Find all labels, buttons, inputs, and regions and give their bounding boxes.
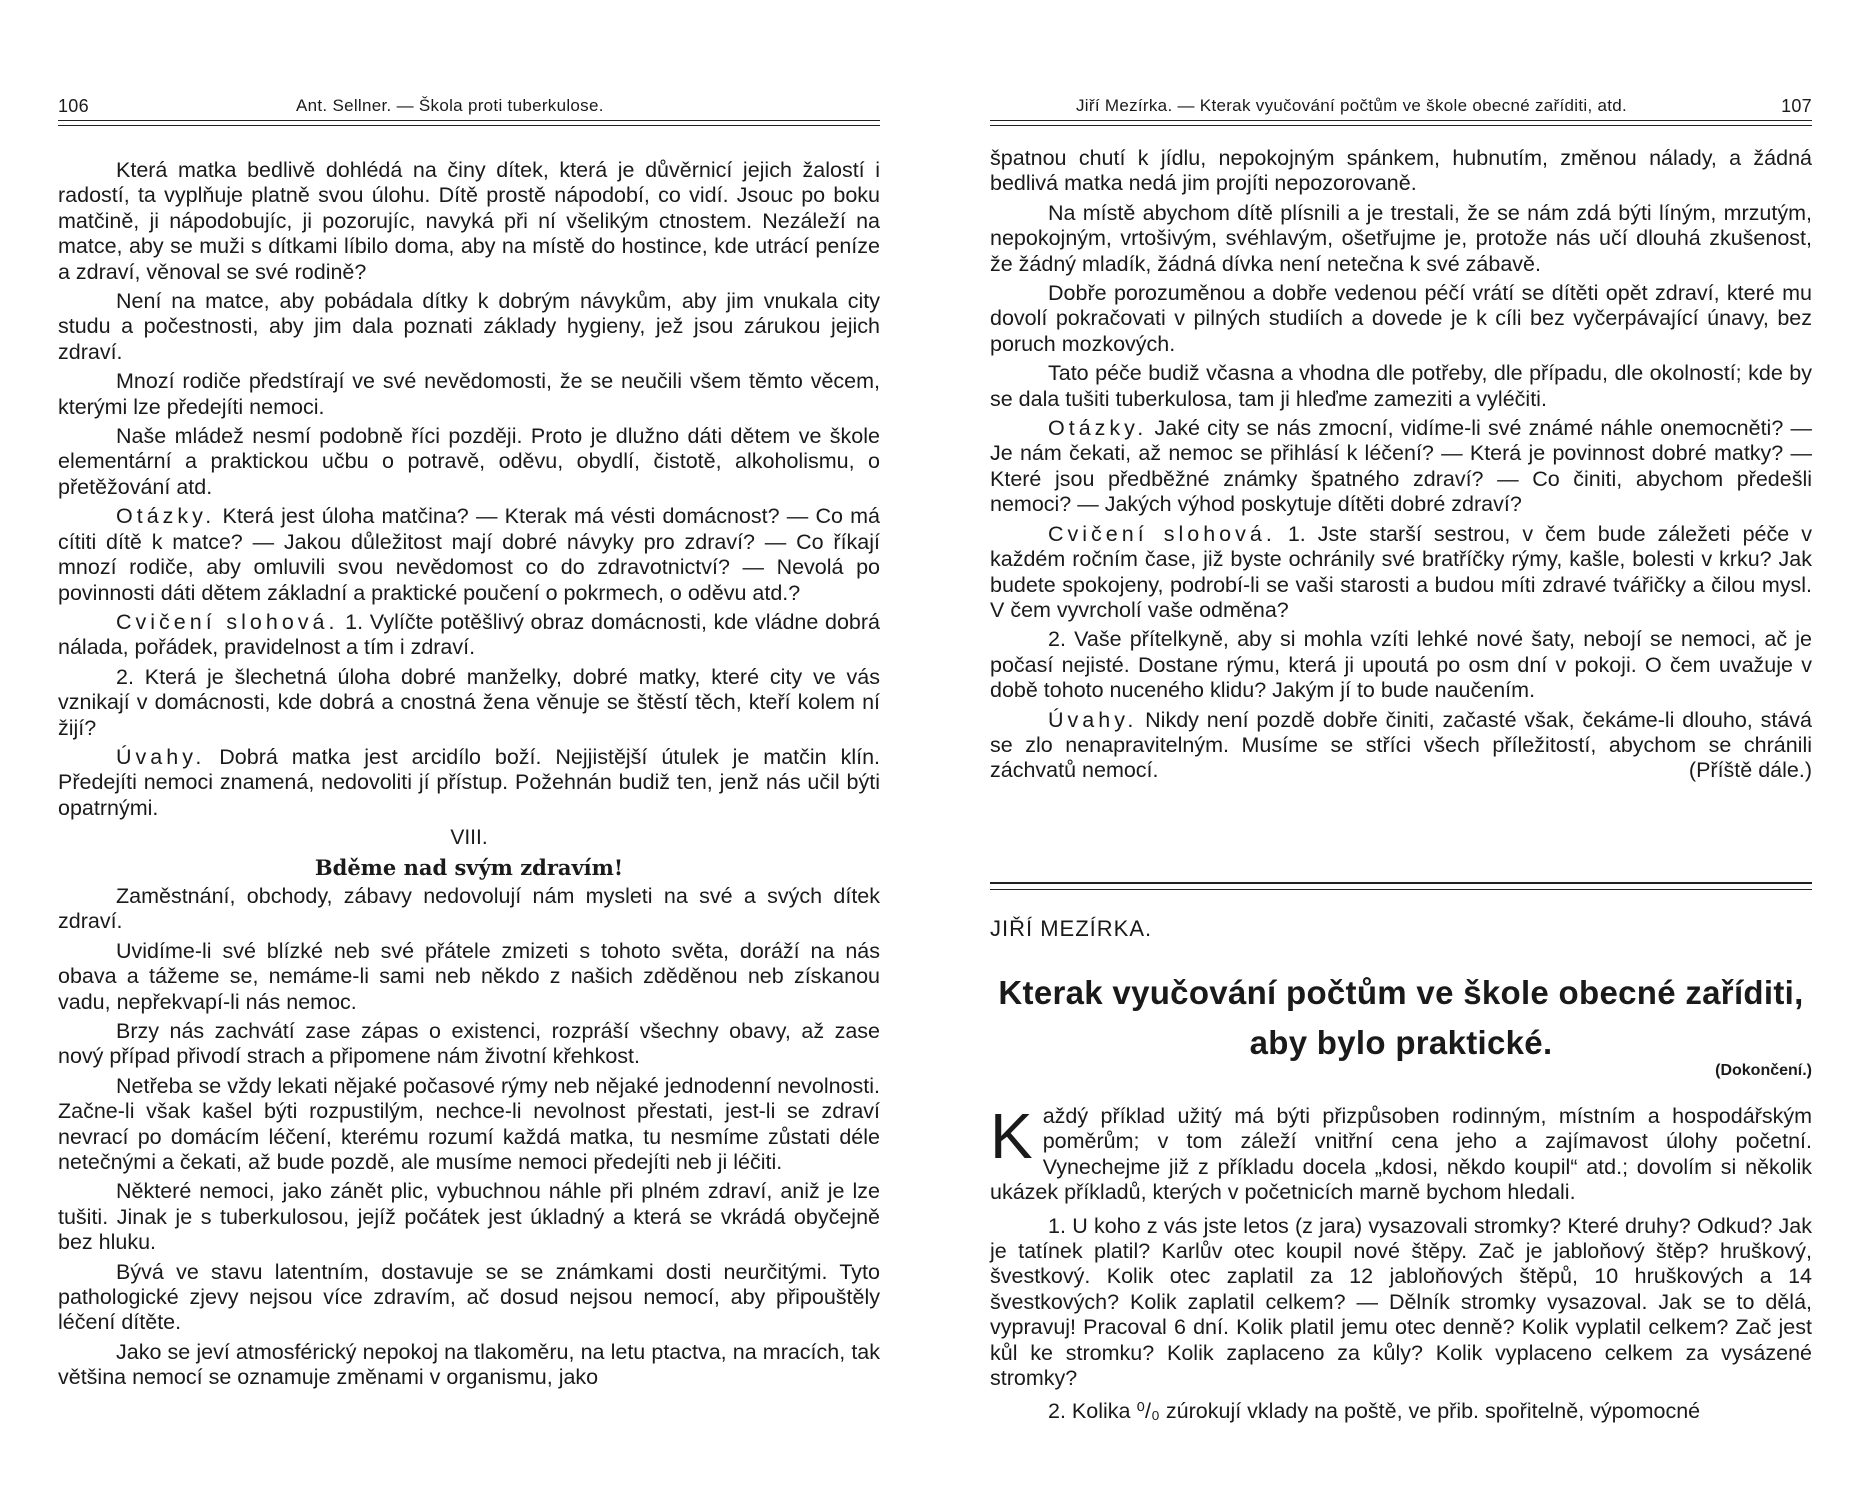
section-title: Bděme nad svým zdravím! (314, 854, 624, 880)
reflections-paragraph (990, 708, 1812, 784)
exercises-text: 1. Jste starší sestrou, v čem bude záležeti péče v každém ročním čase, již byste ochránily své bratříčky rýmy, kašle, bolesti v krku? Jak budete spokojeny, podrobí-li se vaši starosti a budou míti zdravé tvářičky a čilou mysl. V čem vyvrcholí vaše odměna? (990, 521, 1812, 622)
questions-text: Která jest úloha matčina? — Kterak má vésti domácnost? — Co má cítiti dítě k matce? — Jakou důležitost mají dobré návyky pro zdraví? — Co říkají mnozí rodiče, aby omluvili svou nevědomost co do zdravotnictví? — Nevolá po povinnosti dáti dětem základní a praktické poučení o pokrmech, o oděvu atd.? (58, 504, 880, 605)
paragraph: 2. Kolika ⁰/₀ zúrokují vklady na poště, ve přib. spořitelně, výpomocné (1048, 1399, 1701, 1424)
reflections-label: Úvahy. (1048, 707, 1138, 732)
paragraph: Zaměstnání, obchody, zábavy nedovolují nám mysleti na své a svých dítek zdraví. (58, 883, 880, 934)
exercises-paragraph (990, 522, 1812, 624)
article-title-line: aby bylo praktické. (1249, 1024, 1553, 1061)
right-page (990, 0, 1812, 1500)
header-rule (990, 120, 1812, 126)
paragraph: Na místě abychom dítě plísnili a je trestali, že se nám zdá býti líným, mrzutým, nepokojným, vrtošivým, svéhlavým, ošetřujme je, protože nás učí dlouhá zkušenost, že žádný mladík, žádná dívka není netečna k své zábavě. (990, 200, 1812, 276)
questions-label: Otázky. (1048, 416, 1148, 441)
questions-label: Otázky. (116, 504, 216, 529)
paragraph: Některé nemoci, jako zánět plic, vybuchnou náhle při plném zdraví, aniž je lze tušiti. Jinak je s tuberkulosou, jejíž počátek jest úkladný a která se vkrádá obyčejně bez hluku. (58, 1179, 880, 1255)
article-title (990, 968, 1812, 1068)
paragraph: Naše mládež nesmí podobně říci později. Proto je dlužno dáti dětem ve škole elementární a praktickou učbu o potravě, oděvu, obydlí, čistotě, alkoholismu, o přetěžování atd. (58, 424, 880, 499)
article-note: (Dokončení.) (1715, 1062, 1812, 1079)
drop-cap: K (990, 1100, 1033, 1172)
questions-paragraph (58, 504, 880, 606)
reflections-text: Nikdy není pozdě dobře činiti, začasté však, čekáme-li dlouho, stává se zlo nenapravitelným. Musíme se stříci všech příležitostí, abychom se chránili záchvatů nemocí. (990, 707, 1812, 783)
article-author: JIŘÍ MEZÍRKA. (990, 916, 1153, 941)
article-separator (990, 882, 1812, 890)
paragraph: špatnou chutí k jídlu, nepokojným spánkem, hubnutím, změnou nálady, a žádná bedlivá matka nedá jim projíti nepozorovaně. (990, 146, 1812, 196)
section-number: VIII. (450, 826, 488, 850)
paragraph: 2. Vaše přítelkyně, aby si mohla vzíti lehké nové šaty, nebojí se nemoci, ač je počasí nejisté. Dostane rýmu, která ji upoutá po osm dní v pokoji. O čem uvažuje v době tohoto nuceného klidu? Jakým jí to bude naučením. (990, 627, 1812, 703)
questions-paragraph (990, 416, 1812, 518)
questions-text: Jaké city se nás zmocní, vidíme-li své známé náhle onemocněti? — Je nám čekati, až nemoc se přihlásí k léčení? — Která je povinnost dobré matky? — Které jsou předběžné známky špatného zdraví? — Co činiti, abychom předešli nemoci? — Jakých výhod poskytuje dítěti dobré zdraví? (990, 416, 1812, 517)
reflections-text: Dobrá matka jest arcidílo boží. Nejjistější útulek je matčin klín. Předejíti nemoci znamená, nedovoliti jí přístup. Požehnán budiž ten, jenž nás učil býti opatrnými. (58, 744, 880, 820)
paragraph: Jako se jeví atmosférický nepokoj na tlakoměru, na letu ptactva, na mracích, tak většina nemocí se oznamuje změnami v organismu, jako (58, 1339, 880, 1390)
reflections-label: Úvahy. (116, 744, 206, 769)
article-first-text: aždý příklad užitý má býti přizpůsoben rodinným, místním a hospodářským poměrům; v tom záleží vnitřní cena jeho a zajímavost úlohy početní. Vynechejme již z příkladu docela „kdosi, někdo koupil“ atd.; dovolím si několik ukázek příkladů, kterých v početnicích marně bychom hledali. (990, 1104, 1812, 1205)
exercises-paragraph (58, 610, 880, 661)
running-title: Ant. Sellner. — Škola proti tuberkulose. (296, 96, 604, 115)
paragraph: 2. Která je šlechetná úloha dobré manželky, dobré matky, které city ve vás vznikají v domácnosti, kde dobrá a cnostná žena věnuje se štěstí těch, kteří kolem ní žijí? (58, 664, 880, 740)
header-rule (58, 120, 880, 126)
running-head-left (58, 96, 880, 120)
article-first-paragraph (990, 1100, 1812, 1206)
paragraph: Dobře porozuměnou a dobře vedenou péčí vrátí se dítěti opět zdraví, které mu dovolí pokračovati v pilných studiích a dovede je k cíli bez vyčerpávající únavy, bez poruch mozkových. (990, 281, 1812, 356)
paragraph: Mnozí rodiče předstírají ve své nevědomosti, že se neučili všem těmto věcem, kterými lze předejíti nemoci. (58, 369, 880, 419)
reflections-paragraph (58, 745, 880, 821)
right-body (990, 146, 1812, 788)
paragraph: Bývá ve stavu latentním, dostavuje se se známkami dosti neurčitými. Tyto pathologické zjevy nejsou více zdravím, ač dosud nejsou nemocí, aby připouštěly léčení dítěte. (58, 1259, 880, 1335)
left-body (58, 158, 880, 1395)
paragraph: Není na matce, aby pobádala dítky k dobrým návykům, aby jim vnukala city studu a počestnosti, aby jim dala poznati základy hygieny, jež jsou zárukou jejich zdraví. (58, 289, 880, 364)
exercises-label: Cvičení slohová. (1048, 521, 1276, 546)
article-body (990, 1100, 1812, 1433)
page-number: 106 (58, 96, 89, 116)
continued-note: (Příště dále.) (1688, 758, 1812, 783)
exercises-label: Cvičení slohová. (116, 609, 339, 634)
paragraph: 1. U koho z vás jste letos (z jara) vysazovali stromky? Které druhy? Odkud? Jak je tatínek platil? Karlův otec koupil nové štěpy. Zač je jabloňový štěp? hruškový, švestkový. Kolik otec zaplatil za 12 jabloňových štěpů, 10 hruškových a 14 švestkových? Kolik zaplatil celkem? — Dělník stromky vysazoval. Jak se to dělá, vypravuj! Pracoval 6 dní. Kolik platil jemu otec denně? Kolik vyplatil celkem? Zač jest kůl ke stromku? Kolik zaplaceno za kůly? Kolik vyplaceno celkem za vysázené stromky? (990, 1213, 1812, 1391)
paragraph: Brzy nás zachvátí zase zápas o existenci, rozpráší všechny obavy, až zase nový případ přivodí strach a připomene nám životní křehkost. (58, 1019, 880, 1069)
article-title-line: Kterak vyučování počtům ve škole obecné zaříditi, (998, 974, 1804, 1011)
paragraph: Uvidíme-li své blízké neb své přátele zmizeti s tohoto světa, doráží na nás obava a tážeme se, nemáme-li sami neb někdo z našich zděděnou neb získanou vadu, nepřekvapí-li nás nemoc. (58, 938, 880, 1014)
left-page (58, 0, 880, 1500)
paragraph: Která matka bedlivě dohlédá na činy dítek, která je důvěrnicí jejich žalostí i radostí, ta vyplňuje platně svou úlohu. Dítě prostě nápodobí, co vidí. Jsouc po boku matčině, ji nápodobujíc, ji pozorujíc, navyká při ní všelikým ctnostem. Nezáleží na matce, aby se muži s dítkami líbilo doma, aby na místě do hostince, kde utrácí peníze a zdraví, věnoval se své rodině? (58, 158, 880, 284)
running-head-right (990, 96, 1812, 120)
paragraph: Netřeba se vždy lekati nějaké počasové rýmy neb nějaké jednodenní nevolnosti. Začne-li však kašel býti rozpustilým, nechce-li nevolnost přestati, jest-li se zdraví nevrací po domácím léčení, kterému rozumí každá matka, tu nesmíme zůstati déle netečnými a čekati, až bude pozdě, ale musíme nemoci předejíti neb ji léčiti. (58, 1073, 880, 1175)
running-title: Jiří Mezírka. — Kterak vyučování počtům ve škole obecné zaříditi, atd. (1076, 96, 1628, 115)
page-number: 107 (1781, 96, 1812, 116)
exercises-text: 1. Vylíčte potěšlivý obraz domácnosti, kde vládne dobrá nálada, pořádek, pravidelnost a tím i zdraví. (58, 609, 880, 660)
paragraph: Tato péče budiž včasna a vhodna dle potřeby, dle případu, dle okolností; kde by se dala tušiti tuberkulosa, tam ji hleďme zameziti a vyléčiti. (990, 361, 1812, 411)
